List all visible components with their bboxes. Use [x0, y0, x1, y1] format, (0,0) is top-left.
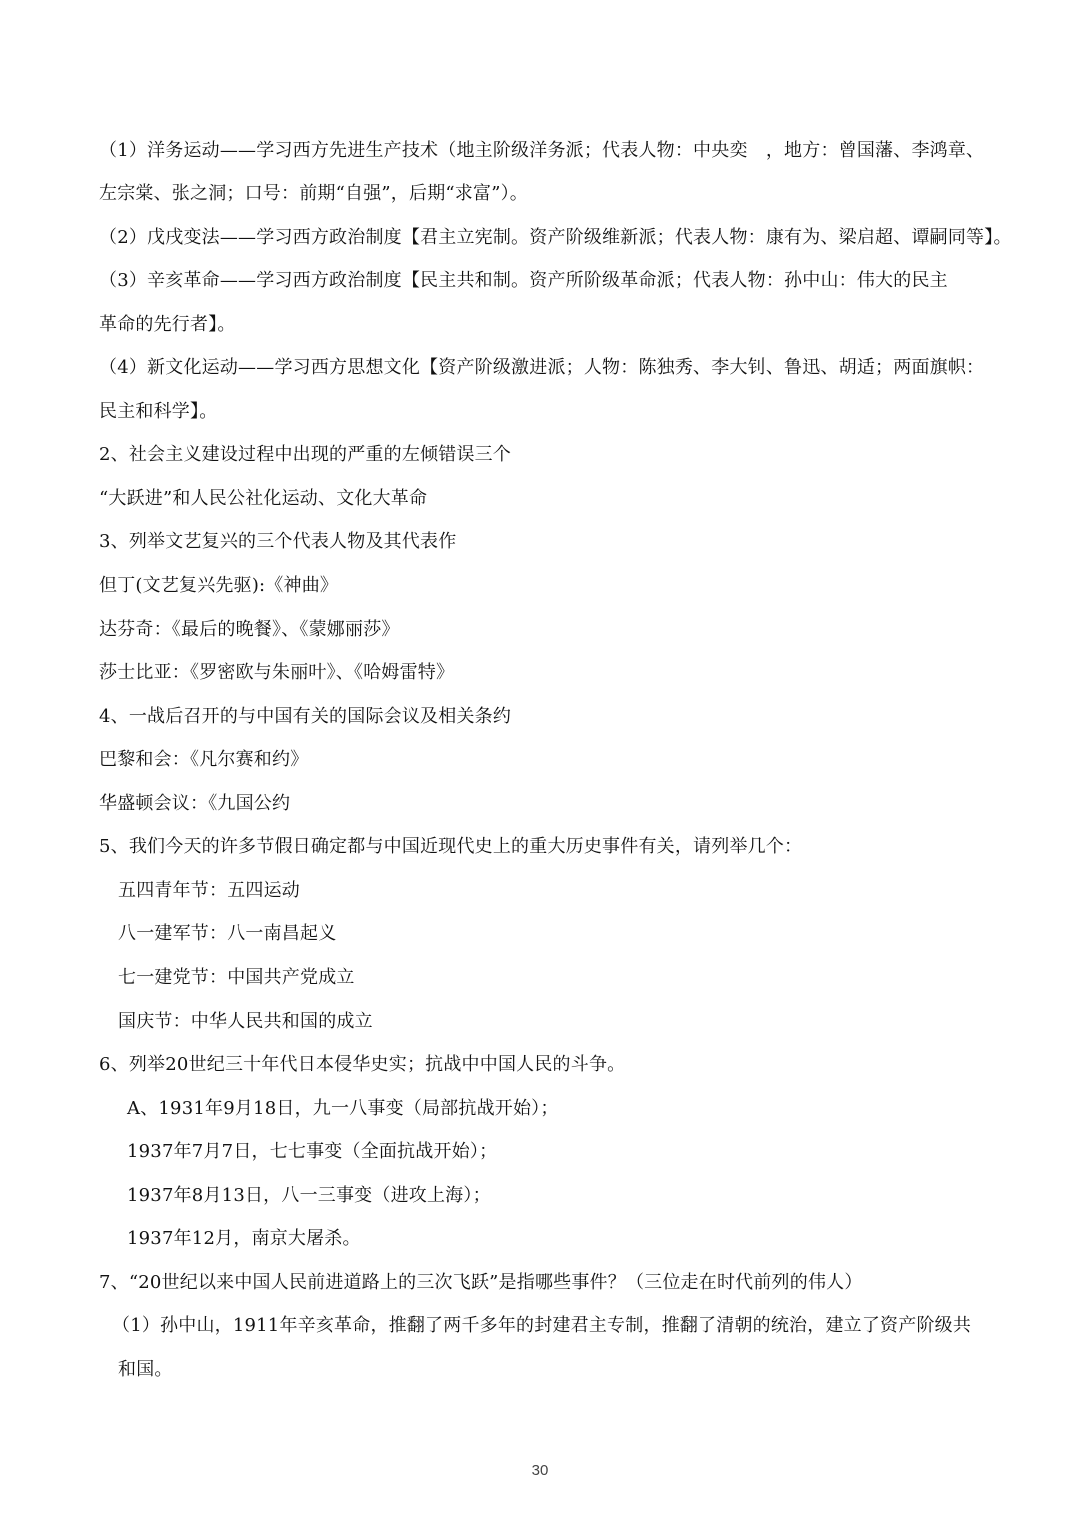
- text-line-3: （2）戊戌变法——学习西方政治制度【君主立宪制。资产阶级维新派；代表人物：康有为、梁启超、谭嗣同等】。: [99, 227, 1012, 248]
- text-line-26: 1937年12月，南京大屠杀。: [127, 1228, 361, 1249]
- text-line-15: 巴黎和会：《凡尔赛和约》: [99, 749, 309, 770]
- text-line-11: 但丁(文艺复兴先驱):《神曲》: [99, 575, 339, 596]
- text-line-2: 左宗棠、张之洞；口号：前期“自强”，后期“求富”）。: [99, 183, 529, 204]
- text-line-5: 革命的先行者】。: [99, 314, 236, 335]
- text-line-10: 3、列举文艺复兴的三个代表人物及其代表作: [99, 531, 457, 552]
- text-line-27: 7、“20世纪以来中国人民前进道路上的三次飞跃”是指哪些事件？（三位走在时代前列的伟人）: [99, 1272, 863, 1293]
- text-line-19: 八一建军节：八一南昌起义: [118, 923, 337, 944]
- text-line-21: 国庆节：中华人民共和国的成立: [118, 1011, 373, 1032]
- text-line-12: 达芬奇：《最后的晚餐》、《蒙娜丽莎》: [99, 619, 400, 640]
- text-line-24: 1937年7月7日，七七事变（全面抗战开始）；: [127, 1141, 498, 1162]
- text-line-28: （1）孙中山，1911年辛亥革命，推翻了两千多年的封建君主专制，推翻了清朝的统治，建立了资产阶级共: [112, 1315, 972, 1336]
- text-line-9: “大跃进”和人民公社化运动、文化大革命: [99, 488, 428, 509]
- text-line-14: 4、一战后召开的与中国有关的国际会议及相关条约: [99, 706, 512, 727]
- page-number: 30: [531, 1462, 549, 1479]
- text-line-6: （4）新文化运动——学习西方思想文化【资产阶级激进派；人物：陈独秀、李大钊、鲁迅、胡适；两面旗帜：: [99, 357, 985, 378]
- text-line-29: 和国。: [118, 1359, 173, 1380]
- text-line-22: 6、列举20世纪三十年代日本侵华史实；抗战中中国人民的斗争。: [99, 1054, 626, 1075]
- text-line-17: 5、我们今天的许多节假日确定都与中国近现代史上的重大历史事件有关，请列举几个：: [99, 836, 803, 857]
- text-line-7: 民主和科学】。: [99, 401, 218, 422]
- text-line-8: 2、社会主义建设过程中出现的严重的左倾错误三个: [99, 444, 512, 465]
- text-line-16: 华盛顿会议：《九国公约: [99, 793, 291, 814]
- text-line-4: （3）辛亥革命——学习西方政治制度【民主共和制。资产所阶级革命派；代表人物：孙中山：伟大的民主: [99, 270, 948, 291]
- text-line-25: 1937年8月13日，八一三事变（进攻上海）；: [127, 1185, 491, 1206]
- text-line-1: （1）洋务运动——学习西方先进生产技术（地主阶级洋务派；代表人物：中央奕 ，地方：曾国藩、李鸿章、: [99, 140, 985, 161]
- text-line-20: 七一建党节：中国共产党成立: [118, 967, 355, 988]
- text-line-23: A、1931年9月18日，九一八事变（局部抗战开始）；: [127, 1098, 559, 1119]
- text-line-18: 五四青年节：五四运动: [118, 880, 300, 901]
- text-line-13: 莎士比亚：《罗密欧与朱丽叶》、《哈姆雷特》: [99, 662, 455, 683]
